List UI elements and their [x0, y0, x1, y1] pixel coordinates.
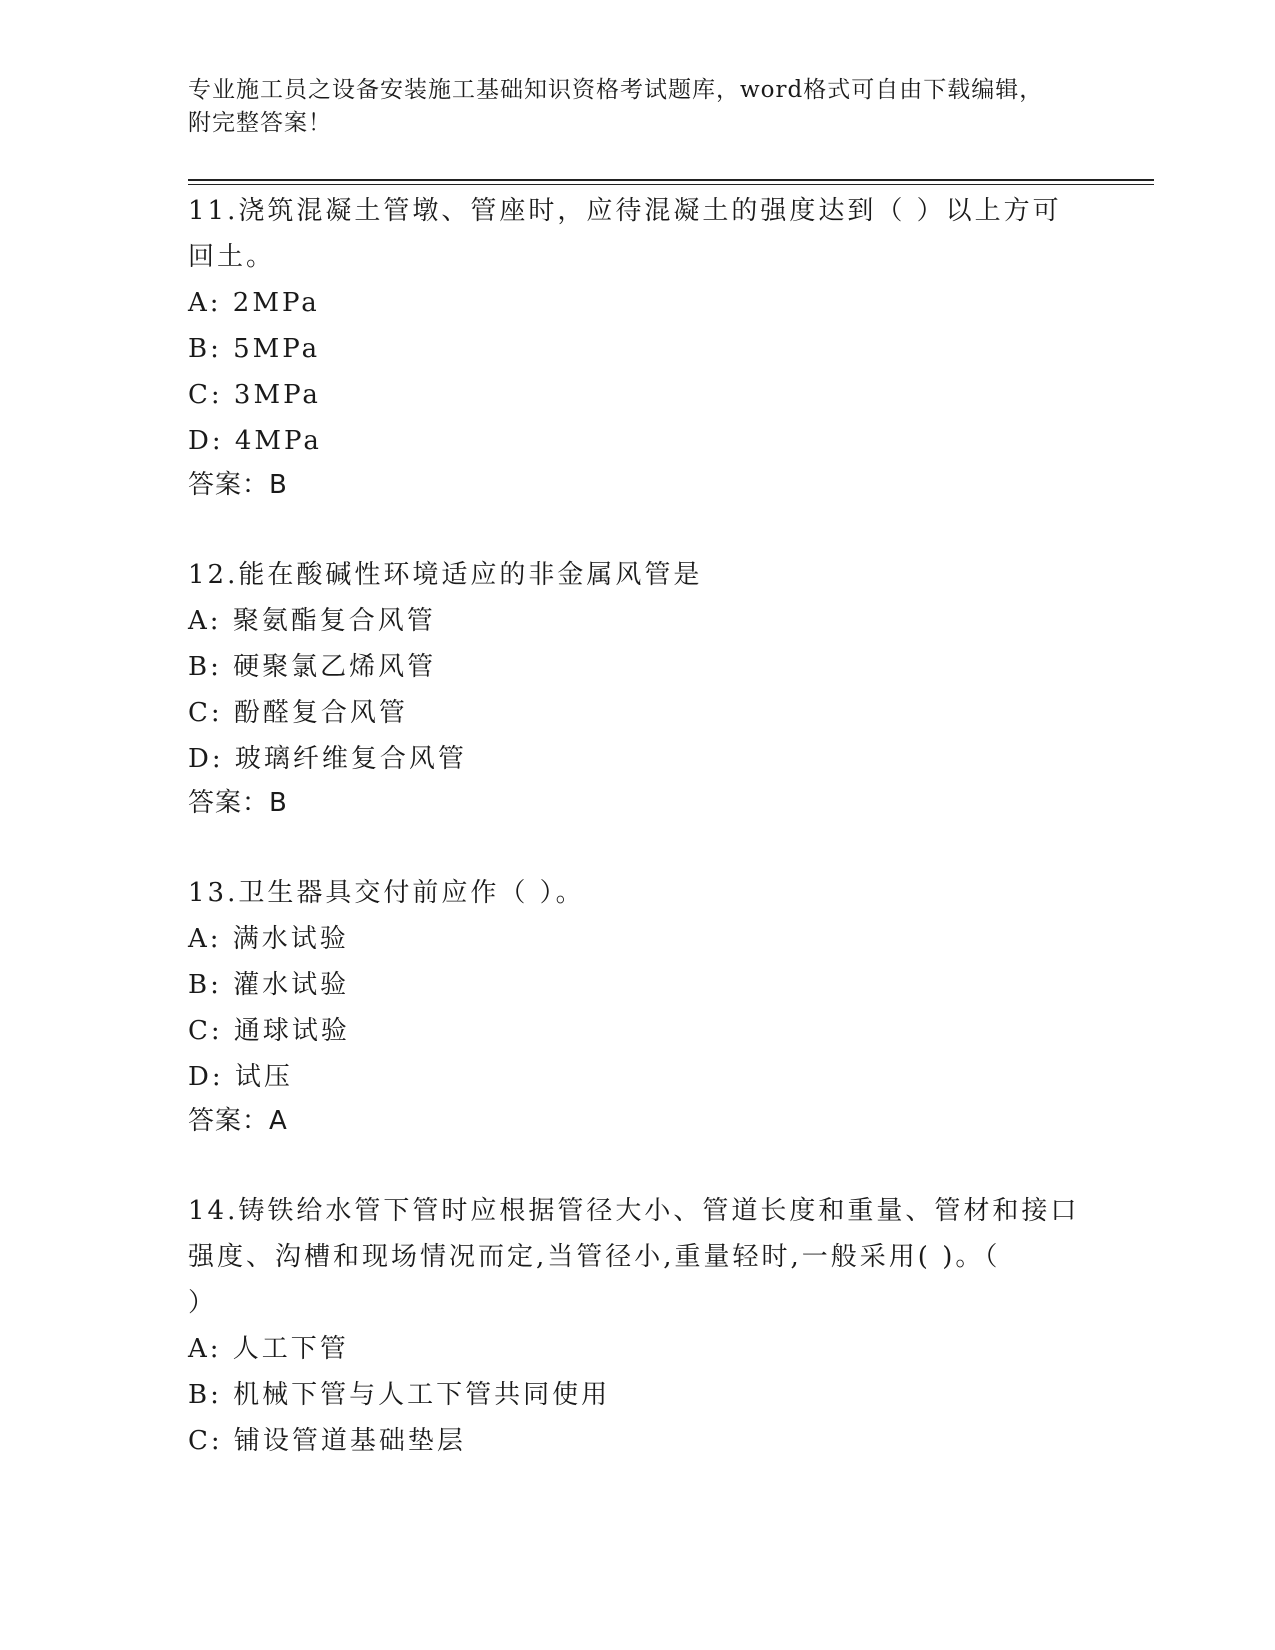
option-d: D: 玻璃纤维复合风管 [188, 744, 467, 774]
option-c: C: 通球试验 [188, 1016, 350, 1046]
option-b: B: 硬聚氯乙烯风管 [188, 652, 437, 682]
question-stem-line: ） [188, 1288, 218, 1318]
question-stem-line: 12.能在酸碱性环境适应的非金属风管是 [188, 560, 703, 590]
header-line-1: 专业施工员之设备安装施工基础知识资格考试题库，word格式可自由下载编辑， [188, 77, 1044, 103]
question-stem-line: 回土。 [188, 242, 276, 272]
header-divider-thin [188, 184, 1154, 185]
question-list [188, 188, 1088, 1510]
option-b: B: 机械下管与人工下管共同使用 [188, 1380, 611, 1410]
option-b: B: 灌水试验 [188, 970, 350, 1000]
question-stem-line: 强度、沟槽和现场情况而定,当管径小,重量轻时,一般采用( )。（ [188, 1242, 1001, 1272]
answer: 答案：B [188, 788, 288, 818]
question-stem-line: 11.浇筑混凝土管墩、管座时，应待混凝土的强度达到（ ）以上方可 [188, 196, 1062, 226]
question-12 [188, 552, 1088, 824]
option-c: C: 酚醛复合风管 [188, 698, 408, 728]
question-13 [188, 870, 1088, 1142]
option-c: C: 铺设管道基础垫层 [188, 1426, 466, 1456]
option-b: B: 5MPa [188, 334, 321, 364]
option-a: A: 聚氨酯复合风管 [188, 606, 436, 636]
option-a: A: 2MPa [188, 288, 320, 318]
option-c: C: 3MPa [188, 380, 321, 410]
question-14 [188, 1188, 1088, 1464]
option-a: A: 满水试验 [188, 924, 349, 954]
option-a: A: 人工下管 [188, 1334, 349, 1364]
option-d: D: 试压 [188, 1062, 293, 1092]
question-11 [188, 188, 1088, 506]
answer: 答案：B [188, 470, 288, 500]
answer: 答案：A [188, 1106, 288, 1136]
question-stem-line: 14.铸铁给水管下管时应根据管径大小、管道长度和重量、管材和接口 [188, 1196, 1080, 1226]
header-line-2: 附完整答案！ [188, 110, 332, 136]
option-d: D: 4MPa [188, 426, 322, 456]
document-header [188, 74, 1088, 140]
question-stem-line: 13.卫生器具交付前应作（ ）。 [188, 878, 585, 908]
header-divider-thick [188, 179, 1154, 181]
